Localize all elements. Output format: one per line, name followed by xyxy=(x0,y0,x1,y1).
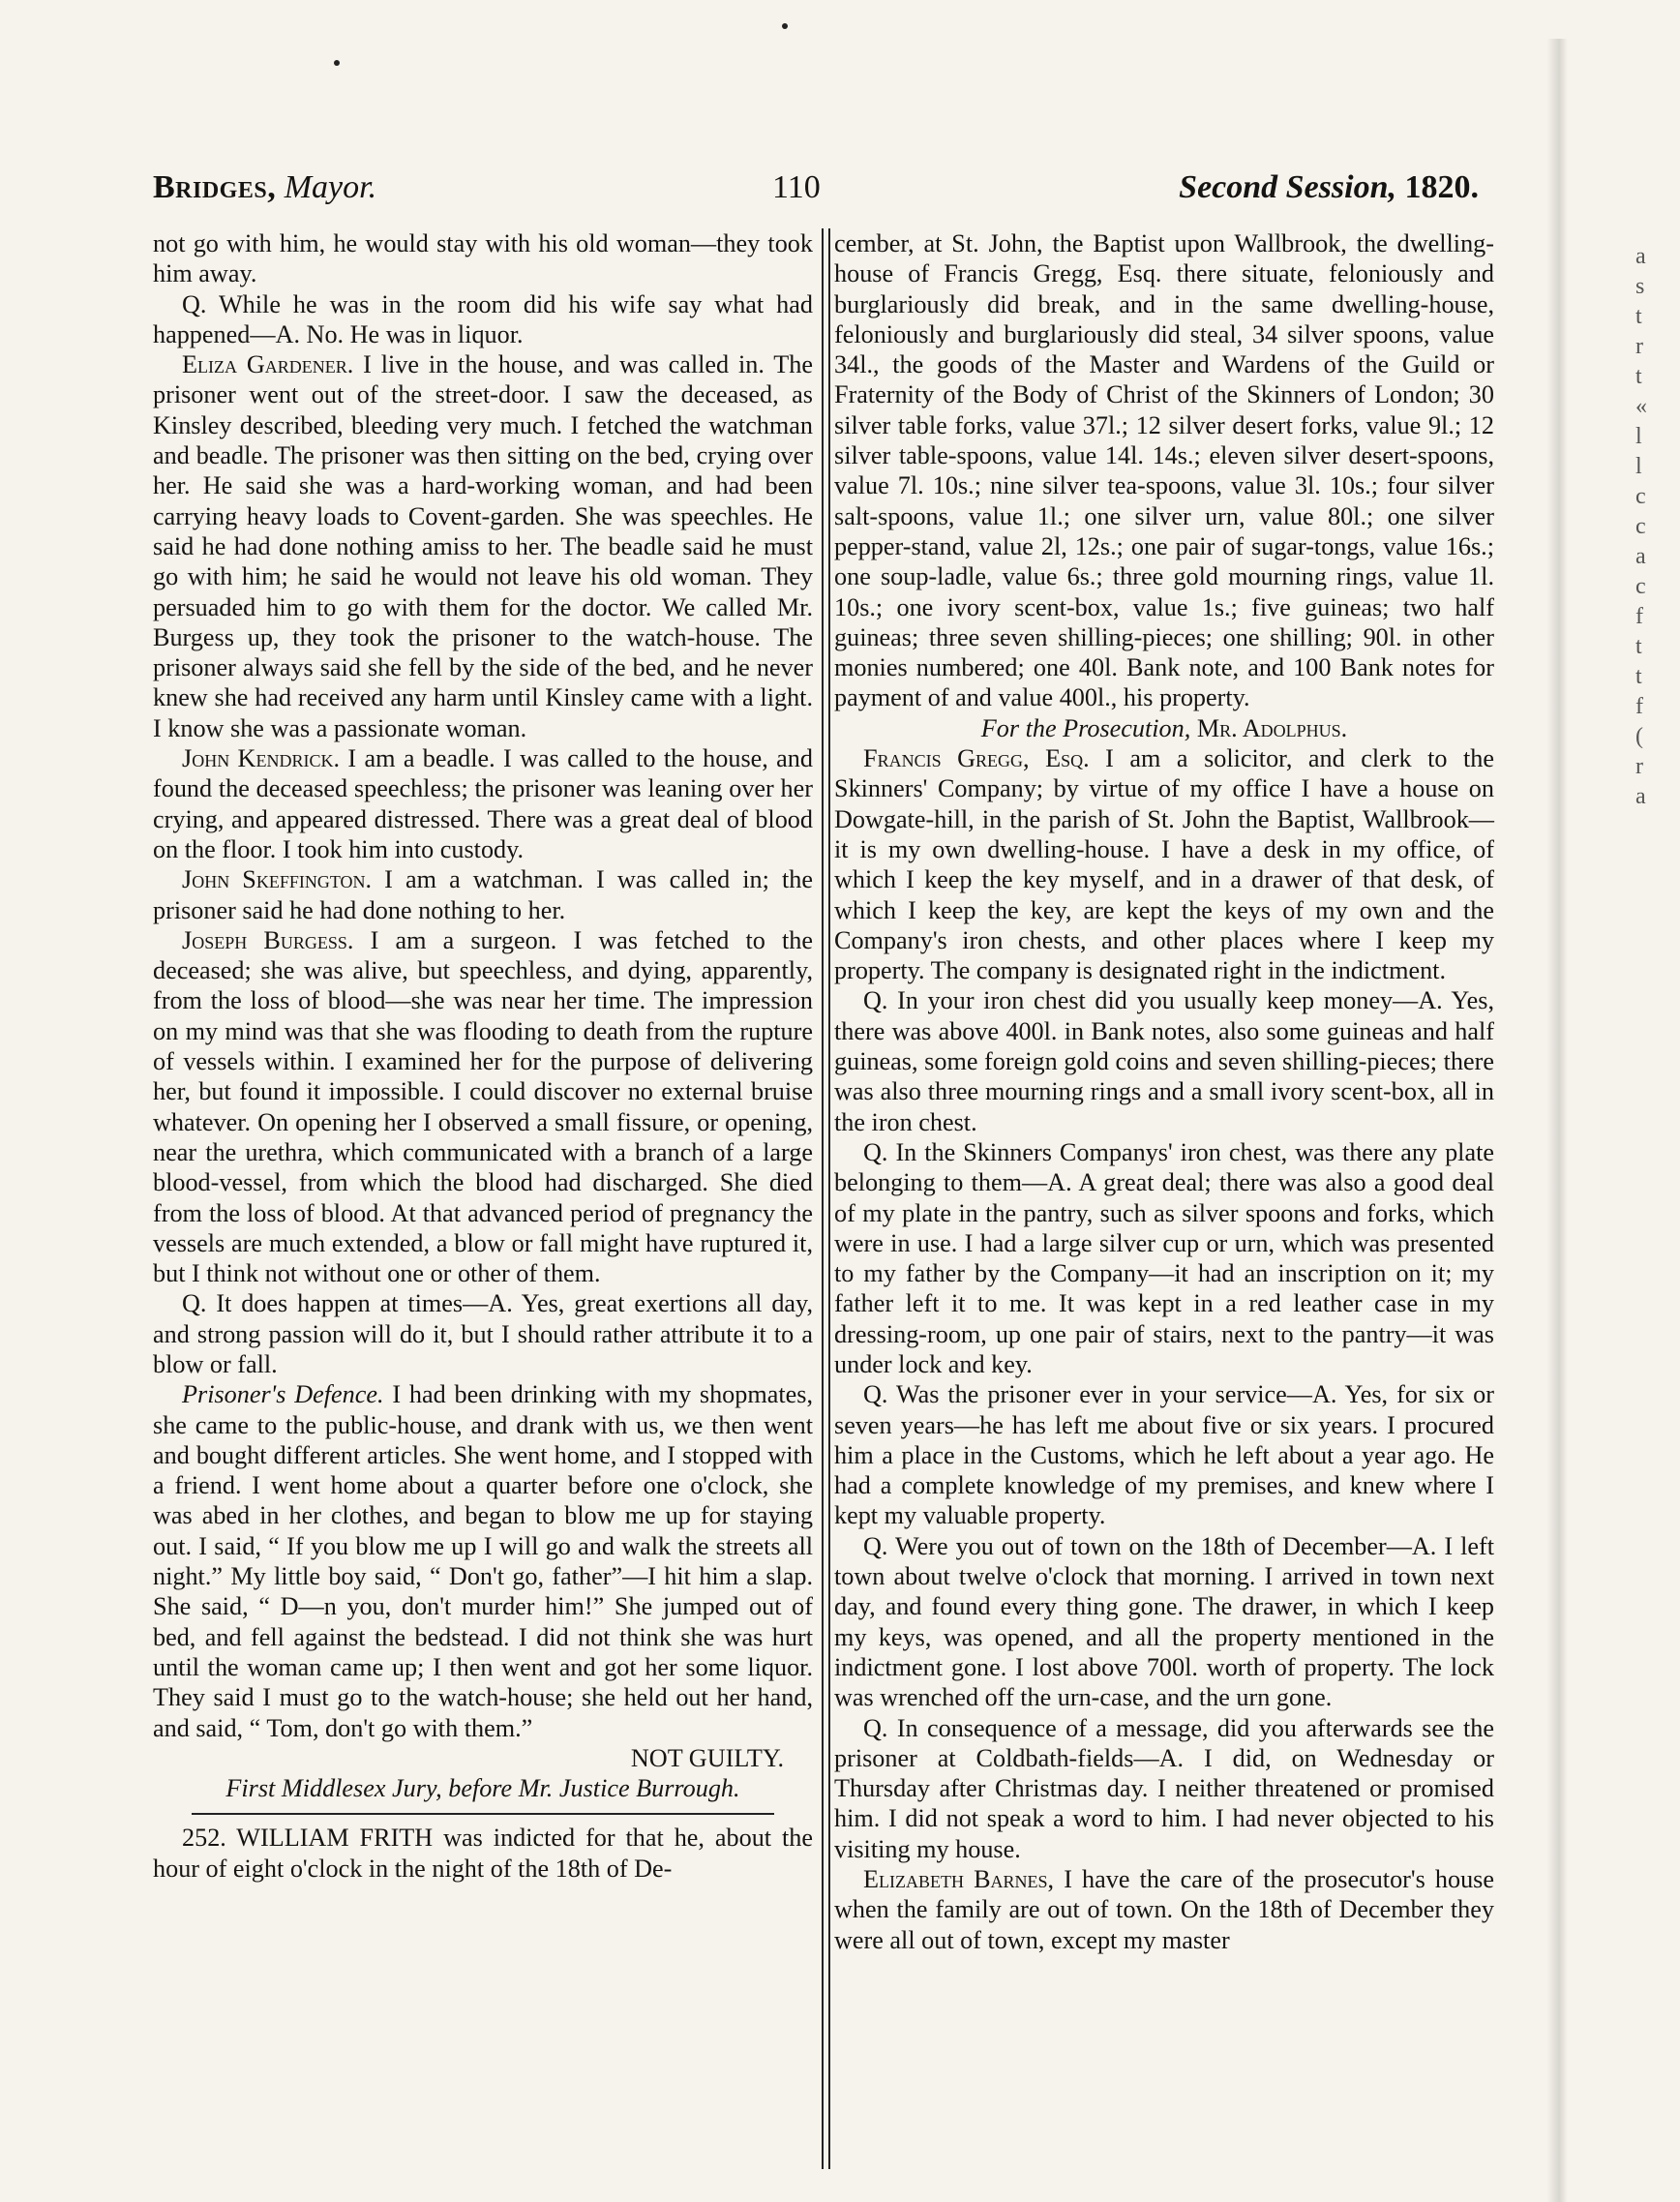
header-right xyxy=(1179,163,1479,213)
page-number: 110 xyxy=(772,169,821,205)
margin-letter: c xyxy=(1635,514,1646,539)
paragraph: Q. In your iron chest did you usually keep money—A. Yes, there was above 400l. in Bank notes, also some guineas and half guineas, some foreign gold coins and seven shilling-pieces; there was also three mourning rings and a small ivory scent-box, all in the iron chest. xyxy=(834,986,1494,1136)
witness-name: John Kendrick. xyxy=(182,744,341,773)
margin-letter: r xyxy=(1635,334,1643,359)
margin-letter: t xyxy=(1635,634,1642,659)
witness-name: John Skeffington. xyxy=(182,865,373,894)
testimony-barnes: Elizabeth Barnes, I have the care of the prosecutor's house when the family are out of town. On the 18th of December they were all out of town, except my master xyxy=(834,1865,1494,1954)
margin-letter: c xyxy=(1635,574,1646,599)
margin-letter: c xyxy=(1635,484,1646,509)
header-session: Second Session, xyxy=(1179,169,1396,205)
defendant-name: WILLIAM FRITH xyxy=(236,1824,434,1853)
testimony-gregg: Francis Gregg, Esq. I am a solicitor, and clerk to the Skinners' Company; by virtue of my office I have a house on Dowgate-hill, in the parish of St. John the Baptist, Wallbrook—it is my own dwelling-house. I have a desk in my office, of which I keep the key myself, and in a drawer of that desk, of which I keep the key, are kept the keys of my own and the Company's iron chests, and other places where I keep my property. The company is designated right in the indictment. xyxy=(834,744,1494,985)
header-left xyxy=(153,163,376,213)
prosecution-line: For the Prosecution, Mr. Adolphus. xyxy=(980,713,1348,742)
facing-page-margin xyxy=(1635,242,1665,812)
prisoner-defence: Prisoner's Defence. I had been drinking with my shopmates, she came to the public-house, and drank with us, we then went and bought different articles. She went home, and I stopped with a friend. I went home about a quarter before one o'clock, she was abed in her clothes, and began to blow me up for staying out. I said, “ If you blow me up I will go and walk the streets all night.” My little boy said, “ Don't go, father”—I hit him a slap. She said, “ D—n you, don't murder him!” She jumped out of bed, and fell against the bedstead. I did not think she was hurt until the woman came up; I then went and got her some liquor. They said I must go to the watch-house; she held out her hand, and said, “ Tom, don't go with them.” xyxy=(153,1380,813,1742)
testimony-kendrick: John Kendrick. I am a beadle. I was called to the house, and found the deceased speechless; the prisoner was leaning over her crying, and appeared distressed. There was a great deal of blood on the floor. I took him into custody. xyxy=(153,744,813,863)
counsel-name: Mr. Adolphus. xyxy=(1190,713,1348,742)
margin-letter: l xyxy=(1635,454,1642,479)
margin-letter: « xyxy=(1635,394,1647,419)
right-column xyxy=(834,228,1494,1955)
ink-speck xyxy=(334,60,340,66)
case-divider xyxy=(192,1813,774,1815)
margin-letter: l xyxy=(1635,424,1642,449)
paragraph: Q. Was the prisoner ever in your service—A. Yes, for six or seven years—he has left me about five or six years. I procured him a place in the Customs, which he left about a year ago. He had a complete knowledge of my premises, and knew where I kept my valuable property. xyxy=(834,1380,1494,1530)
paragraph: Q. Were you out of town on the 18th of December—A. I left town about twelve o'clock that morning. I arrived in town next day, and found every thing gone. The drawer, in which I keep my keys, was opened, and all the property mentioned in the indictment gone. I lost above 700l. worth of property. The lock was wrenched off the urn-case, and the urn gone. xyxy=(834,1531,1494,1712)
testimony-burgess: Joseph Burgess. I am a surgeon. I was fetched to the deceased; she was alive, but speechless, and dying, apparently, from the loss of blood—she was near her time. The impression on my mind was that she was flooding to death from the rupture of vessels within. I examined her for the purpose of delivering her, but found it impossible. I could discover no external bruise whatever. On opening her I observed a small fissure, or opening, near the urethra, which communicated with a branch of a large blood-vessel, from which the blood had discharged. She died from the loss of blood. At that advanced period of pregnancy the vessels are much extended, a blow or fall might have ruptured it, but I think not without one or other of them. xyxy=(153,925,813,1288)
paragraph: not go with him, he would stay with his old woman—they took him away. xyxy=(153,229,813,288)
margin-letter: r xyxy=(1635,754,1643,779)
paragraph: Q. In the Skinners Companys' iron chest, was there any plate belonging to them—A. A great deal; there was also a good deal of my plate in the pantry, such as silver spoons and forks, which were in use. I had a large silver cup or urn, which was presented to my father by the Company—it had an inscription on it; my father left it to me. It was kept in a red leather case in my dressing-room, up one pair of stairs, next to the pantry—it was under lock and key. xyxy=(834,1137,1494,1378)
testimony-skeffington: John Skeffington. I am a watchman. I was called in; the prisoner said he had done nothing to her. xyxy=(153,865,813,924)
header-year: 1820. xyxy=(1404,169,1479,205)
header-name: Bridges, xyxy=(153,169,277,205)
column-divider xyxy=(822,228,830,2169)
indictment-text: cember, at St. John, the Baptist upon Wallbrook, the dwelling-house of Francis Gregg, Esq. there situate, feloniously and burglariously did break, and in the same dwelling-house, feloniously and burglariously did steal, 34 silver spoons, value 34l., the goods of the Master and Wardens of the Guild or Fraternity of the Body of Christ of the Skinners of London; 30 silver table forks, value 37l.; 12 silver desert forks, value 9l.; 12 silver table-spoons, value 14l. 14s.; eleven silver desert-spoons, value 7l. 10s.; nine silver tea-spoons, value 3l. 10s.; four silver salt-spoons, value 1l.; one silver urn, value 80l.; one silver pepper-stand, value 2l, 12s.; one pair of sugar-tongs, value 16s.; one soup-ladle, value 6s.; three gold mourning rings, value 1l. 10s.; one ivory scent-box, value 1s.; five guineas; two half guineas; three seven shilling-pieces; one shilling; 90l. in other monies numbered; one 40l. Bank note, and 100 Bank notes for payment of and value 400l., his property. xyxy=(834,229,1494,712)
witness-name: Joseph Burgess. xyxy=(182,925,354,954)
ink-speck xyxy=(782,23,788,29)
testimony-gardener: Eliza Gardener. I live in the house, and was called in. The prisoner went out of the street-door. I saw the deceased, as Kinsley described, bleeding very much. I fetched the watchman and beadle. The prisoner was then sitting on the bed, crying over her. He said she was a hard-working woman, and had been carrying heavy loads to Covent-garden. She was speechles. He said he had done nothing amiss to her. The beadle said he must go with him; he said he would not leave his old woman. They persuaded him to go with them for the doctor. We called Mr. Burgess up, they took the prisoner to the watch-house. The prisoner always said she fell by the side of the bed, and he never knew she had received any harm until Kinsley came with a light. I know she was a passionate woman. xyxy=(153,350,814,742)
margin-letter: f xyxy=(1635,694,1643,719)
page-edge-shadow xyxy=(1546,39,1568,2202)
case-252: 252. WILLIAM FRITH was indicted for that he, about the hour of eight o'clock in the night of the 18th of De- xyxy=(153,1824,813,1883)
margin-letter: t xyxy=(1635,664,1642,689)
header-title: Mayor. xyxy=(284,169,377,205)
margin-letter: s xyxy=(1635,274,1645,299)
margin-letter: ( xyxy=(1635,724,1643,749)
verdict: NOT GUILTY. xyxy=(630,1743,784,1772)
paragraph: Q. While he was in the room did his wife say what had happened—A. No. He was in liquor. xyxy=(153,289,813,348)
witness-name: Eliza Gardener. xyxy=(182,350,354,379)
margin-letter: a xyxy=(1635,544,1646,569)
case-number: 252. xyxy=(182,1824,226,1853)
jury-line: First Middlesex Jury, before Mr. Justice Burrough. xyxy=(225,1774,740,1803)
margin-letter: t xyxy=(1635,304,1642,329)
left-column xyxy=(153,228,813,1884)
running-header xyxy=(153,163,1479,213)
margin-letter: f xyxy=(1635,604,1643,629)
defence-label: Prisoner's Defence. xyxy=(182,1380,384,1409)
margin-letter: a xyxy=(1635,784,1646,809)
margin-letter: a xyxy=(1635,244,1646,269)
margin-letter: t xyxy=(1635,364,1642,389)
paragraph: Q. In consequence of a message, did you afterwards see the prisoner at Coldbath-fields—A. I did, on Wednesday or Thursday after Christmas day. I neither threatened or promised him. I did not speak a word to him. I had never objected to his visiting my house. xyxy=(834,1713,1494,1863)
paragraph: Q. It does happen at times—A. Yes, great exertions all day, and strong passion will do it, but I should rather attribute it to a blow or fall. xyxy=(153,1289,813,1378)
witness-name: Elizabeth Barnes, xyxy=(863,1865,1055,1894)
witness-name: Francis Gregg, Esq. xyxy=(863,744,1090,773)
